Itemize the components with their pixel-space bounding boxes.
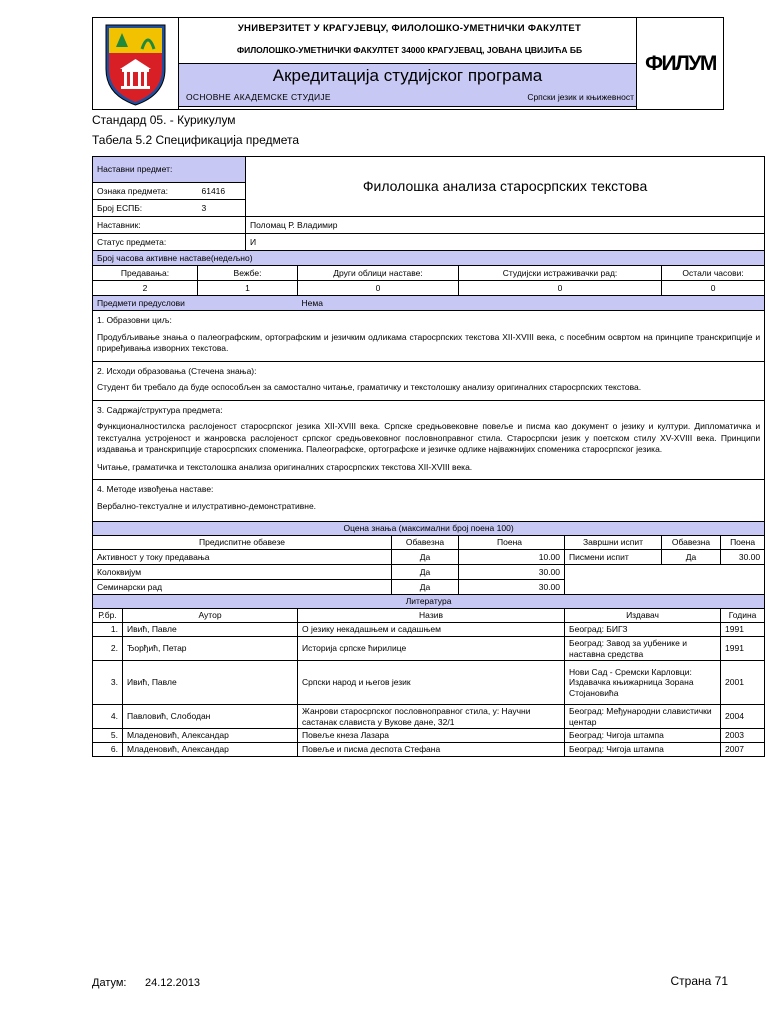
grading-pre-row-points: 30.00 <box>459 580 565 595</box>
hours-value-other: 0 <box>298 281 459 296</box>
lit-title: Жанрови старосрпског пословноправног стила, у: Научни састанак слависта у Вукове дане, 32/1 <box>298 705 565 729</box>
header-university-line: УНИВЕРЗИТЕТ У КРАГУЈЕВЦУ, ФИЛОЛОШКО-УМЕТНИЧКИ ФАКУЛТЕТ <box>237 23 582 34</box>
standard-label: Стандард 05. - Курикулум <box>92 113 236 127</box>
lit-publisher: Београд: Међународни славистички центар <box>565 705 721 729</box>
grading-exam-row-mandatory: Да <box>662 550 721 565</box>
hours-title: Број часова активне наставе(недељно) <box>93 251 765 266</box>
ects-value: 3 <box>198 200 246 217</box>
grading-title: Оцена знања (максимални број поена 100) <box>93 522 765 536</box>
grading-pre-row-points: 30.00 <box>459 565 565 580</box>
content-text: Функционалностилска раслојеност старосрпског језика XII-XVIII века. Српске средњовековне повеље и писма као документ о језику и култури. Дипломатичка и текстуална устројеност и жанровска раслојеност српског средњовековног пословноправног стила. Старосрпски језик у поетском стилу XV-XVIII века. Принципи издавања и транскрипције старосрпских споменика. Палеографске, ортографске и језичке одлике најважнијих споменика старосрпског језика. <box>97 421 761 454</box>
page-title: Акредитација студијског програма <box>272 66 543 85</box>
logo-box <box>92 17 179 110</box>
grading-pre-row-points: 10.00 <box>459 550 565 565</box>
lit-year: 1991 <box>721 623 765 637</box>
methods-text: Вербално-текстуалне и илустративно-демонстративне. <box>97 500 317 511</box>
content-text-reading: Читање, граматичка и текстолошка анализа оригиналних старосрпских текстова XII-XVIII века. <box>97 461 473 472</box>
hours-header-lectures: Предавања: <box>93 266 198 281</box>
ects-label: Број ЕСПБ: <box>93 200 198 217</box>
methods-section <box>93 480 765 522</box>
lit-number: 4. <box>93 705 123 729</box>
teacher-value: Поломац Р. Владимир <box>246 217 765 234</box>
hours-header-remaining: Остали часови: <box>662 266 765 281</box>
study-level: ОСНОВНЕ АКАДЕМСКЕ СТУДИЈЕ <box>186 92 331 102</box>
lit-author: Младеновић, Александар <box>123 743 298 757</box>
hours-value-remaining: 0 <box>662 281 765 296</box>
hours-value-research: 0 <box>459 281 662 296</box>
grading-exam-empty <box>565 565 765 595</box>
hours-header-exercises: Вежбе: <box>198 266 298 281</box>
table-row <box>93 729 765 743</box>
hours-header-research: Студијски истраживачки рад: <box>459 266 662 281</box>
lit-publisher: Београд: БИГЗ <box>565 623 721 637</box>
lit-header-title: Назив <box>298 609 565 623</box>
lit-number: 3. <box>93 661 123 705</box>
goal-section <box>93 311 765 362</box>
hours-value-lectures: 2 <box>93 281 198 296</box>
brand-logo: ФИЛУМ <box>636 17 724 110</box>
grading-pre-row-mandatory: Да <box>392 550 459 565</box>
lit-author: Ђорђић, Петар <box>123 637 298 661</box>
table-caption: Табела 5.2 Спецификација предмета <box>92 133 300 147</box>
lit-title: Српски народ и његов језик <box>298 661 565 705</box>
content-section <box>93 400 765 480</box>
lit-header-number: Р.бр. <box>93 609 123 623</box>
lit-author: Ивић, Павле <box>123 661 298 705</box>
study-program: Српски језик и књижевност <box>527 92 634 102</box>
grading-exam-header: Завршни испит <box>565 536 662 550</box>
table-row <box>93 661 765 705</box>
lit-title: Повеље и писма деспота Стефана <box>298 743 565 757</box>
subject-label: Наставни предмет: <box>93 157 246 183</box>
lit-title: О језику некадашњем и садашњем <box>298 623 565 637</box>
hours-header-other: Други облици наставе: <box>298 266 459 281</box>
grading-pre-row-label: Колоквијум <box>93 565 392 580</box>
prereq-label: Предмети предуслови <box>93 296 298 311</box>
outcome-text: Студент би требало да буде оспособљен за самостално читање, граматичку и текстолошку анализу оригиналних старосрпских текстова. <box>97 382 642 392</box>
lit-year: 2003 <box>721 729 765 743</box>
lit-author: Ивић, Павле <box>123 623 298 637</box>
lit-header-year: Година <box>721 609 765 623</box>
lit-year: 2004 <box>721 705 765 729</box>
lit-title: Повеље кнеза Лазара <box>298 729 565 743</box>
lit-number: 2. <box>93 637 123 661</box>
lit-header-author: Аутор <box>123 609 298 623</box>
lit-publisher: Нови Сад - Сремски Карловци: Издавачка књижарница Зорана Стојановића <box>565 661 721 705</box>
grading-exam-mandatory-header: Обавезна <box>662 536 721 550</box>
outcome-title: 2. Исходи образовања (Стечена знања): <box>97 365 257 376</box>
code-value: 61416 <box>198 183 246 200</box>
methods-title: 4. Методе извођења наставе: <box>97 484 214 494</box>
footer-date-value: 24.12.2013 <box>145 977 201 989</box>
code-label: Ознака предмета: <box>93 183 198 200</box>
grading-exam-row-points: 30.00 <box>721 550 765 565</box>
outcome-section <box>93 361 765 400</box>
hours-value-exercises: 1 <box>198 281 298 296</box>
header-address-line: ФИЛОЛОШКО-УМЕТНИЧКИ ФАКУЛТЕТ 34000 КРАГУЈЕВАЦ, ЈОВАНА ЦВИЈИЋА ББ <box>236 45 583 55</box>
lit-publisher: Београд: Чигоја штампа <box>565 729 721 743</box>
university-crest-icon <box>92 17 179 110</box>
status-value: И <box>246 234 765 251</box>
table-row <box>93 743 765 757</box>
lit-year: 2001 <box>721 661 765 705</box>
status-label: Статус предмета: <box>93 234 246 251</box>
goal-title: 1. Образовни циљ: <box>97 315 172 325</box>
grading-pre-row-label: Семинарски рад <box>93 580 392 595</box>
lit-year: 2007 <box>721 743 765 757</box>
literature-title: Литература <box>93 595 765 609</box>
footer-date-label: Датум: <box>92 977 127 989</box>
grading-pre-points-header: Поена <box>459 536 565 550</box>
lit-title: Историја српске ћирилице <box>298 637 565 661</box>
grading-pre-row-label: Активност у току предавања <box>93 550 392 565</box>
grading-pre-mandatory-header: Обавезна <box>392 536 459 550</box>
grading-pre-row-mandatory: Да <box>392 580 459 595</box>
lit-number: 6. <box>93 743 123 757</box>
content-title: 3. Садржај/структура предмета: <box>97 404 223 415</box>
subject-name: Филолошка анализа старосрпских текстова <box>246 157 765 217</box>
lit-number: 5. <box>93 729 123 743</box>
lit-publisher: Београд: Завод за уџбенике и наставна средства <box>565 637 721 661</box>
table-row <box>93 637 765 661</box>
course-specification-table <box>92 156 765 757</box>
table-row <box>93 623 765 637</box>
table-row <box>93 705 765 729</box>
lit-year: 1991 <box>721 637 765 661</box>
prereq-value: Нема <box>298 296 765 311</box>
page-number: Страна 71 <box>670 974 728 988</box>
grading-pre-row-mandatory: Да <box>392 565 459 580</box>
lit-publisher: Београд: Чигоја штампа <box>565 743 721 757</box>
teacher-label: Наставник: <box>93 217 246 234</box>
goal-text: Продубљивање знања о палеографским, ортографским и језичким одликама старосрпских текстова XII-XVIII века, с посебним освртом на принципе транскрипције и приређивања изворних текстова. <box>97 331 761 353</box>
lit-author: Младеновић, Александар <box>123 729 298 743</box>
grading-exam-points-header: Поена <box>721 536 765 550</box>
grading-exam-row-label: Писмени испит <box>565 550 662 565</box>
grading-pre-header: Предиспитне обавезе <box>93 536 392 550</box>
lit-number: 1. <box>93 623 123 637</box>
lit-header-publisher: Издавач <box>565 609 721 623</box>
lit-author: Павловић, Слободан <box>123 705 298 729</box>
